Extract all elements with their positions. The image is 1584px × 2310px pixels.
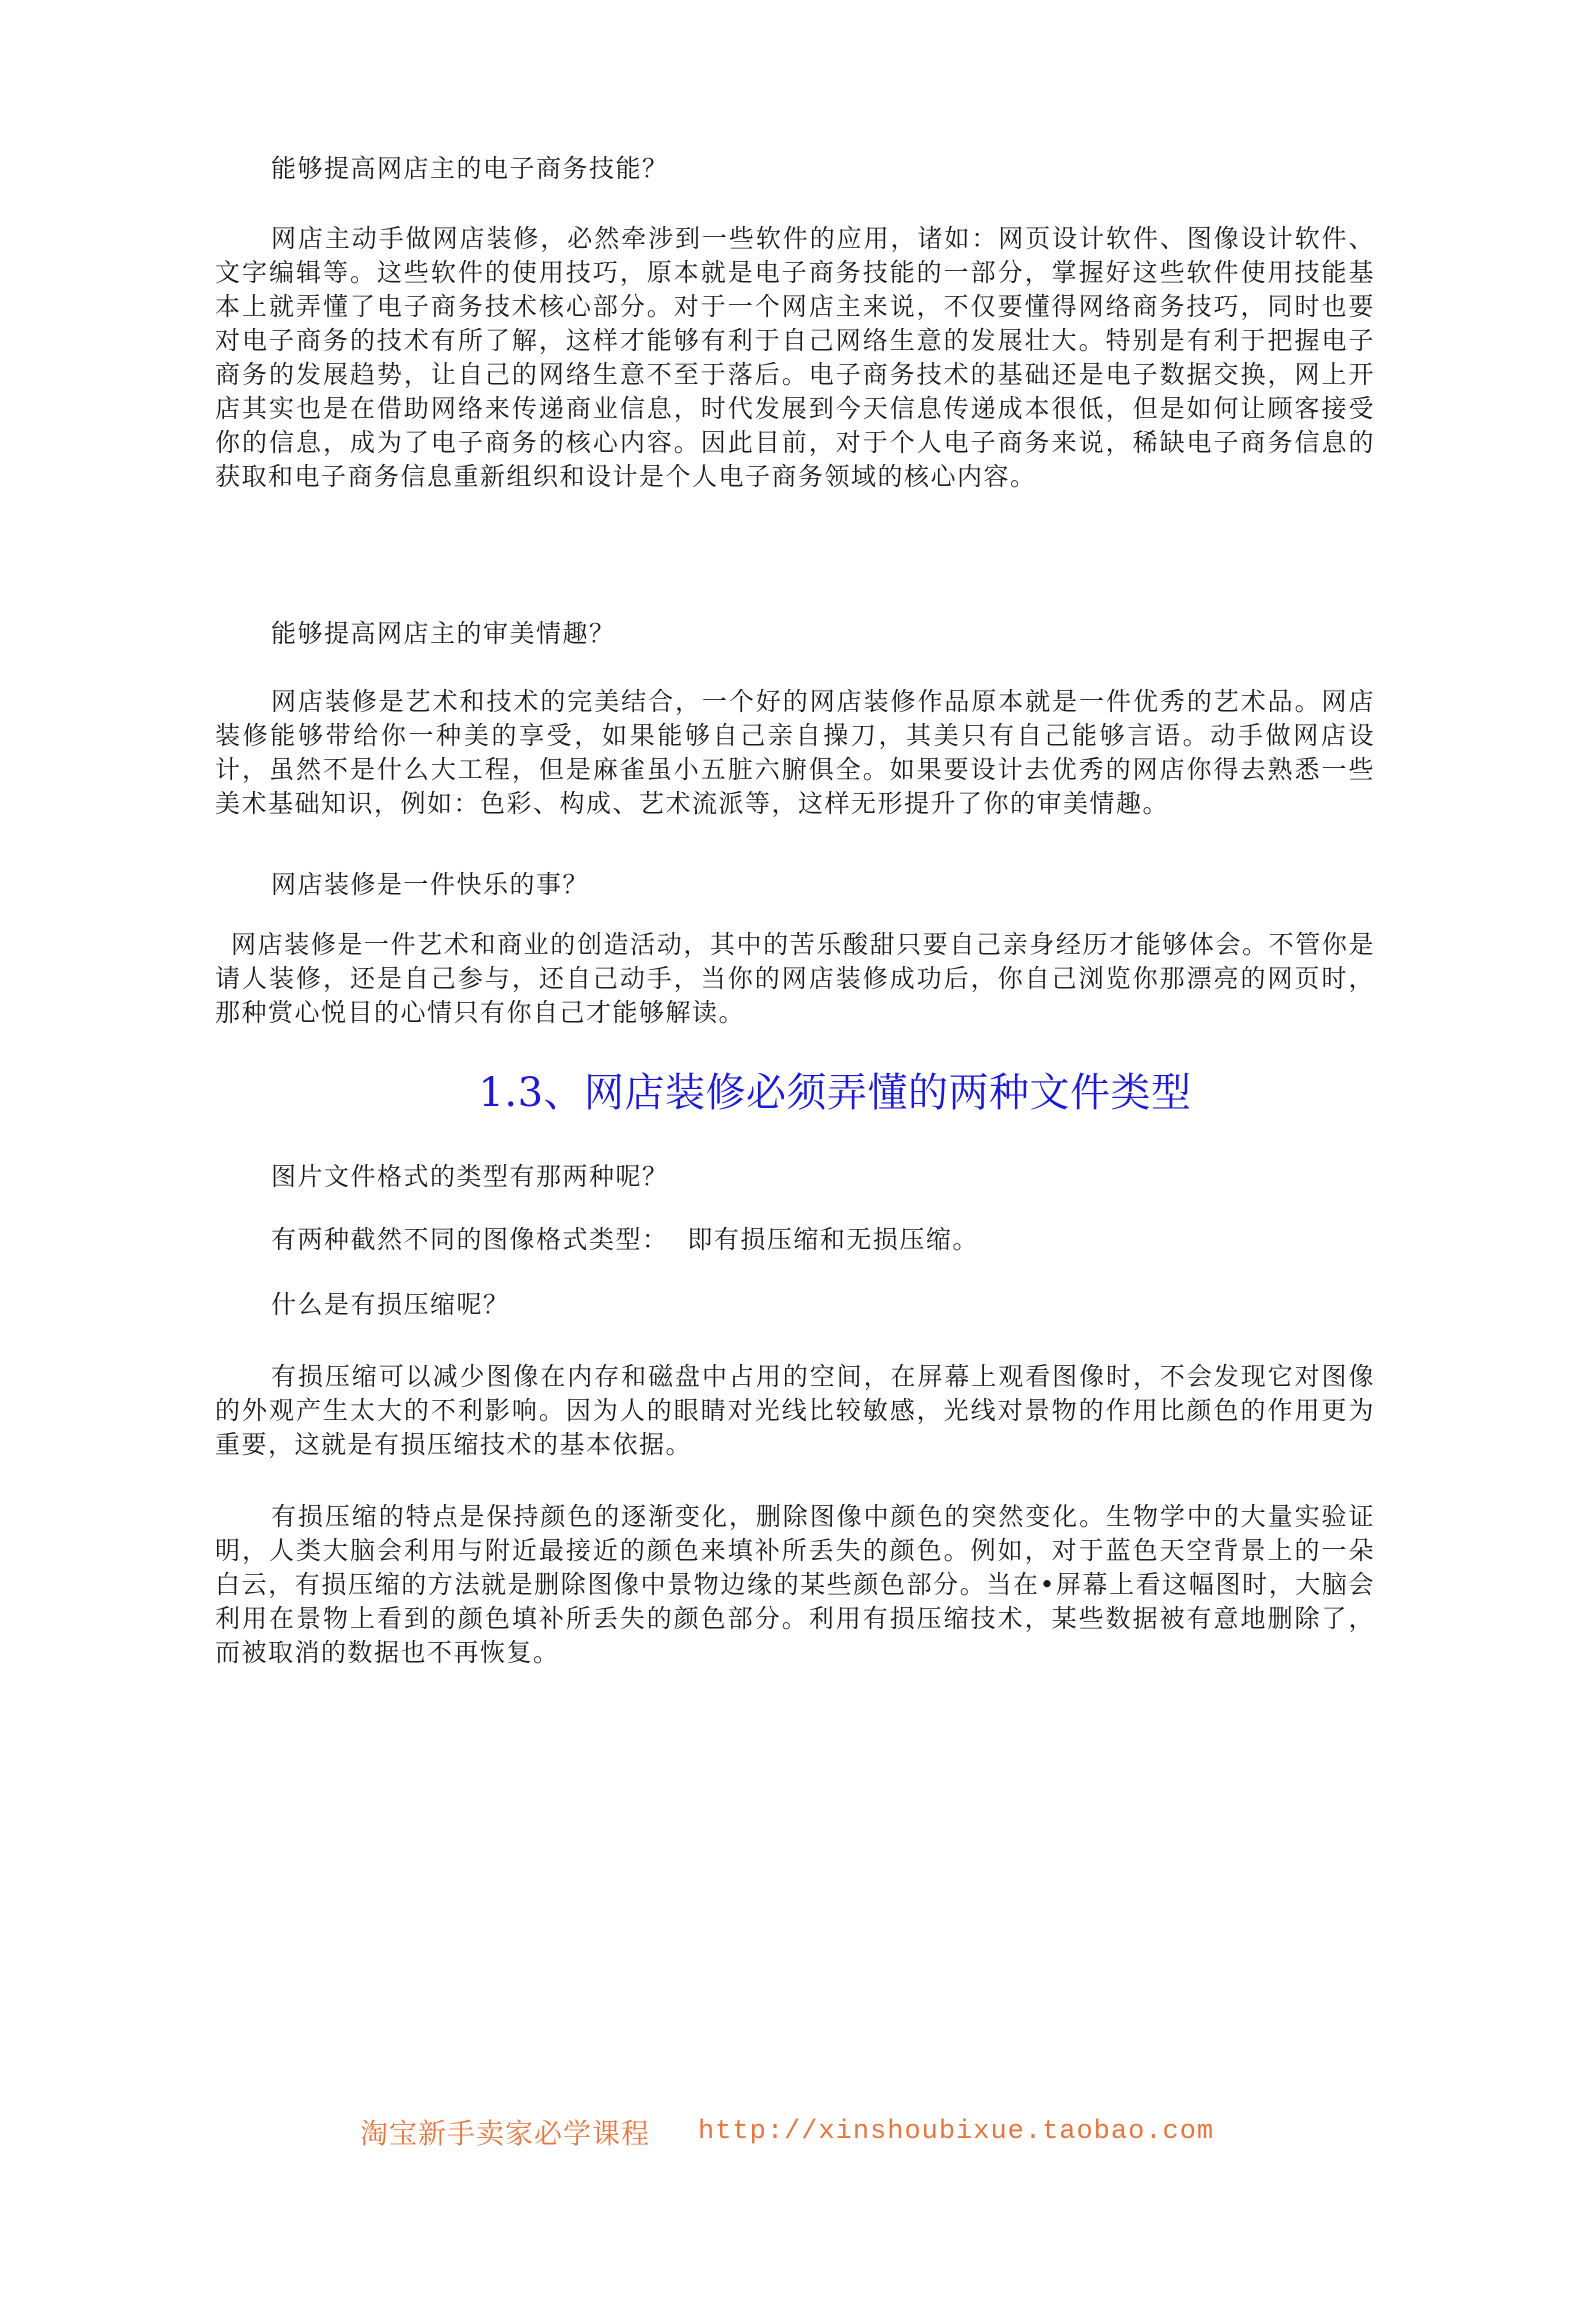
answer-two-formats: 有两种截然不同的图像格式类型： 即有损压缩和无损压缩。 bbox=[271, 1225, 979, 1254]
question-fun: 网店装修是一件快乐的事？ bbox=[271, 870, 590, 899]
question-aesthetics: 能够提高网店主的审美情趣？ bbox=[271, 619, 616, 648]
page-footer bbox=[360, 2112, 1214, 2152]
question-lossy: 什么是有损压缩呢？ bbox=[271, 1290, 510, 1319]
footer-course-title: 淘宝新手卖家必学课程 bbox=[360, 2117, 651, 2150]
question-ecommerce-skills: 能够提高网店主的电子商务技能？ bbox=[271, 154, 669, 183]
paragraph-fun: 网店装修是一件艺术和商业的创造活动，其中的苦乐酸甜只要自己亲身经历才能够体会。不管你是请人装修，还是自己参与，还自己动手，当你的网店装修成功后，你自己浏览你那漂亮的网页时，那种赏心悦目的心情只有你自己才能够解读。 bbox=[215, 930, 1375, 1027]
footer-shop-link[interactable]: http://xinshoubixue.taobao.com bbox=[698, 2117, 1215, 2147]
question-two-formats: 图片文件格式的类型有那两种呢？ bbox=[271, 1162, 669, 1191]
paragraph-ecommerce-skills: 网店主动手做网店装修，必然牵涉到一些软件的应用，诸如：网页设计软件、图像设计软件、文字编辑等。这些软件的使用技巧，原本就是电子商务技能的一部分，掌握好这些软件使用技能基本上就弄懂了电子商务技术核心部分。对于一个网店主来说，不仅要懂得网络商务技巧，同时也要对电子商务的技术有所了解，这样才能够有利于自己网络生意的发展壮大。特别是有利于把握电子商务的发展趋势，让自己的网络生意不至于落后。电子商务技术的基础还是电子数据交换，网上开店其实也是在借助网络来传递商业信息，时代发展到今天信息传递成本很低，但是如何让顾客接受你的信息，成为了电子商务的核心内容。因此目前，对于个人电子商务来说，稀缺电子商务信息的获取和电子商务信息重新组织和设计是个人电子商务领域的核心内容。 bbox=[215, 224, 1375, 491]
paragraph-aesthetics: 网店装修是艺术和技术的完美结合，一个好的网店装修作品原本就是一件优秀的艺术品。网店装修能够带给你一种美的享受，如果能够自己亲自操刀，其美只有自己能够言语。动手做网店设计，虽然不是什么大工程，但是麻雀虽小五脏六腑俱全。如果要设计去优秀的网店你得去熟悉一些美术基础知识，例如：色彩、构成、艺术流派等，这样无形提升了你的审美情趣。 bbox=[215, 687, 1375, 818]
paragraph-lossy-characteristics: 有损压缩的特点是保持颜色的逐渐变化，删除图像中颜色的突然变化。生物学中的大量实验证明，人类大脑会利用与附近最接近的颜色来填补所丢失的颜色。例如，对于蓝色天空背景上的一朵白云，有损压缩的方法就是删除图像中景物边缘的某些颜色部分。当在•屏幕上看这幅图时，大脑会利用在景物上看到的颜色填补所丢失的颜色部分。利用有损压缩技术，某些数据被有意地删除了，而被取消的数据也不再恢复。 bbox=[215, 1502, 1375, 1667]
paragraph-lossy-definition: 有损压缩可以减少图像在内存和磁盘中占用的空间，在屏幕上观看图像时，不会发现它对图像的外观产生太大的不利影响。因为人的眼睛对光线比较敏感，光线对景物的作用比颜色的作用更为重要，这就是有损压缩技术的基本依据。 bbox=[215, 1362, 1375, 1459]
section-heading-1-3: 1.3、网店装修必须弄懂的两种文件类型 bbox=[478, 1070, 1192, 1116]
